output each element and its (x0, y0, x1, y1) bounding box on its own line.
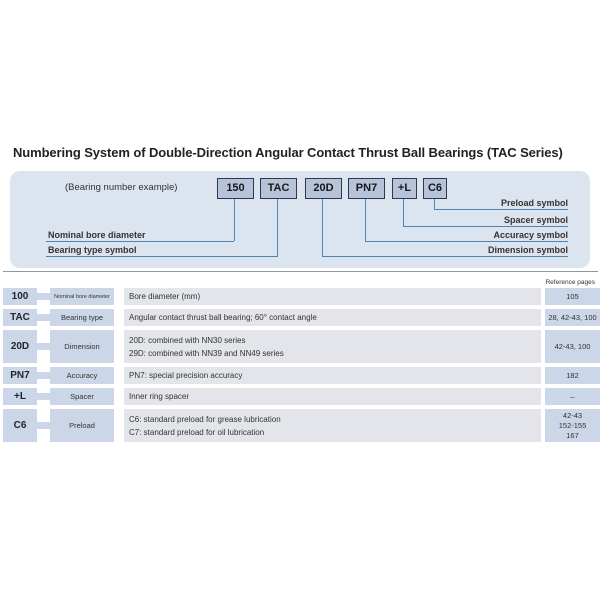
category-cell: Bearing type (50, 309, 114, 326)
connector-tab (37, 314, 50, 321)
bearing-number-example-label: (Bearing number example) (65, 182, 178, 193)
connector-tab (37, 422, 50, 429)
leader-line (365, 199, 366, 241)
reference-cell (545, 388, 600, 405)
category-cell: Dimension (50, 330, 114, 363)
reference-line: 182 (566, 370, 579, 380)
code-box-accuracy: PN7 (348, 178, 385, 199)
table-row (0, 330, 600, 363)
description-cell (124, 288, 541, 305)
description-line: Inner ring spacer (129, 392, 190, 401)
leader-line (46, 256, 277, 257)
symbol-cell: TAC (3, 309, 37, 326)
label-preload-symbol: Preload symbol (500, 198, 568, 208)
symbol-cell: +L (3, 388, 37, 405)
reference-line: – (570, 391, 575, 401)
table-top-rule (3, 271, 598, 272)
reference-line: 28, 42-43, 100 (548, 312, 597, 322)
description-cell (124, 330, 541, 363)
reference-line: 42-43 (562, 410, 583, 420)
description-line: 20D: combined with NN30 series (129, 335, 246, 345)
label-dimension-symbol: Dimension symbol (487, 245, 568, 255)
description-line: Bore diameter (mm) (129, 292, 201, 301)
description-line: C6: standard preload for grease lubrication (129, 414, 281, 424)
description-cell (124, 367, 541, 384)
table-row (0, 288, 600, 305)
description-cell (124, 388, 541, 405)
reference-line: 167 (566, 430, 579, 440)
category-cell: Spacer (50, 388, 114, 405)
category-cell: Nominal bore diameter (50, 288, 114, 305)
page-title: Numbering System of Double-Direction Angular Contact Thrust Ball Bearings (TAC Series) (13, 145, 563, 160)
connector-tab (37, 393, 50, 400)
leader-line (234, 199, 235, 241)
reference-cell (545, 330, 600, 363)
reference-pages-header: Reference pages (545, 279, 595, 286)
label-bearing-type-symbol: Bearing type symbol (48, 245, 137, 255)
description-line: PN7: special precision accuracy (129, 371, 243, 380)
reference-line: 105 (566, 291, 579, 301)
description-line: C7: standard preload for oil lubrication (129, 427, 265, 437)
code-box-dimension: 20D (305, 178, 342, 199)
category-cell: Preload (50, 409, 114, 442)
leader-line (46, 241, 234, 242)
connector-tab (37, 343, 50, 350)
code-box-type: TAC (260, 178, 297, 199)
reference-cell (545, 288, 600, 305)
description-line: Angular contact thrust ball bearing; 60° contact angle (129, 313, 317, 322)
reference-cell (545, 367, 600, 384)
reference-line: 152-155 (558, 420, 587, 430)
reference-cell (545, 409, 600, 442)
label-accuracy-symbol: Accuracy symbol (493, 230, 568, 240)
leader-line (365, 241, 568, 242)
table-row (0, 388, 600, 405)
symbol-cell: 20D (3, 330, 37, 363)
code-box-bore: 150 (217, 178, 254, 199)
leader-line (403, 226, 568, 227)
reference-line: 42-43, 100 (554, 341, 591, 351)
label-spacer-symbol: Spacer symbol (503, 215, 568, 225)
table-row (0, 309, 600, 326)
reference-cell (545, 309, 600, 326)
category-cell: Accuracy (50, 367, 114, 384)
table-row (0, 367, 600, 384)
description-cell (124, 309, 541, 326)
leader-line (277, 199, 278, 257)
symbol-cell: C6 (3, 409, 37, 442)
description-line: 29D: combined with NN39 and NN49 series (129, 348, 284, 358)
leader-line (322, 199, 323, 256)
symbol-cell: 100 (3, 288, 37, 305)
symbol-cell: PN7 (3, 367, 37, 384)
leader-line (434, 209, 568, 210)
connector-tab (37, 293, 50, 300)
connector-tab (37, 372, 50, 379)
leader-line (322, 256, 568, 257)
code-box-preload: C6 (423, 178, 447, 199)
label-nominal-bore-diameter: Nominal bore diameter (48, 230, 146, 240)
code-box-spacer: +L (392, 178, 417, 199)
table-row (0, 409, 600, 442)
description-cell (124, 409, 541, 442)
